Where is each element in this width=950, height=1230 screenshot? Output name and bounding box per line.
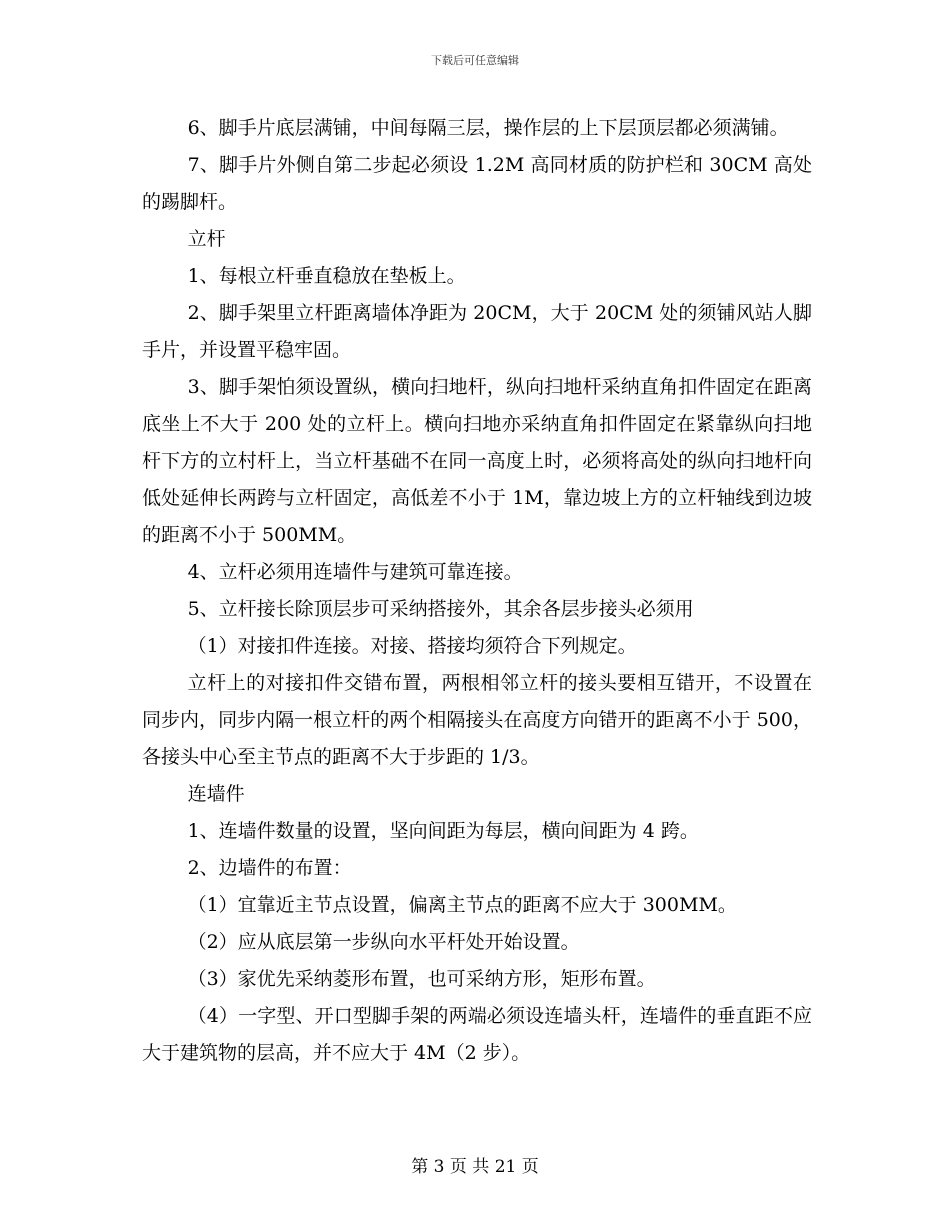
paragraph-7: 5、立杆接长除顶层步可采纳搭接外，其余各层步接头必须用 [187, 598, 694, 620]
paragraph-10: 1、连墙件数量的设置，坚向间距为每层，横向间距为 4 跨。 [187, 820, 699, 842]
page-number-footer: 第 3 页 共 21 页 [411, 1157, 539, 1177]
paragraph-13: （2）应从底层第一步纵向水平杆处开始设置。 [187, 931, 580, 953]
paragraph-12: （1）宜靠近主节点设置，偏离主节点的距离不应大于 300MM。 [187, 894, 737, 916]
paragraph-6: 4、立杆必须用连墙件与建筑可靠连接。 [187, 561, 523, 583]
paragraph-11: 2、边墙件的布置： [187, 857, 352, 879]
paragraph-15: （4）一字型、开口型脚手架的两端必须设连墙头杆，连墙件的垂直距不应大于建筑物的层高，并不应大于 4M（2 步）。 [142, 1005, 812, 1064]
paragraph-14: （3）家优先采纳菱形布置，也可采纳方形，矩形布置。 [187, 968, 656, 990]
paragraph-9: 立杆上的对接扣件交错布置，两根相邻立杆的接头要相互错开，不设置在同步内，同步内隔一根立杆的两个相隔接头在高度方向错开的距离不小于 500，各接头中心至主节点的距离不大于步距的 1/3。 [142, 672, 812, 768]
paragraph-2: 7、脚手片外侧自第二步起必须设 1.2M 高同材质的防护栏和 30CM 高处的踢脚杆。 [142, 154, 812, 213]
paragraph-1: 6、脚手片底层满铺，中间每隔三层，操作层的上下层顶层都必须满铺。 [187, 117, 789, 139]
paragraph-4: 2、脚手架里立杆距离墙体净距为 20CM，大于 20CM 处的须铺风站人脚手片，并设置平稳牢固。 [142, 302, 812, 361]
section-heading-standing-pole: 立杆 [187, 228, 226, 250]
paragraph-8: （1）对接扣件连接。对接、搭接均须符合下列规定。 [187, 635, 637, 657]
paragraph-3: 1、每根立杆垂直稳放在垫板上。 [187, 265, 466, 287]
page-header: 下载后可任意编辑 [431, 54, 519, 67]
section-heading-wall-connector: 连墙件 [187, 783, 245, 805]
paragraph-5: 3、脚手架怕须设置纵，横向扫地杆，纵向扫地杆采纳直角扣件固定在距离底坐上不大于 200 处的立杆上。横向扫地亦采纳直角扣件固定在紧靠纵向扫地杆下方的立村杆上，当立杆基础不在同一高度上时，必须将高处的纵向扫地杆向低处延伸长两跨与立杆固定，高低差不小于 1M，靠边坡上方的立杆轴线到边坡的距离不小于 500MM。 [142, 376, 812, 546]
document-body [142, 110, 812, 1072]
